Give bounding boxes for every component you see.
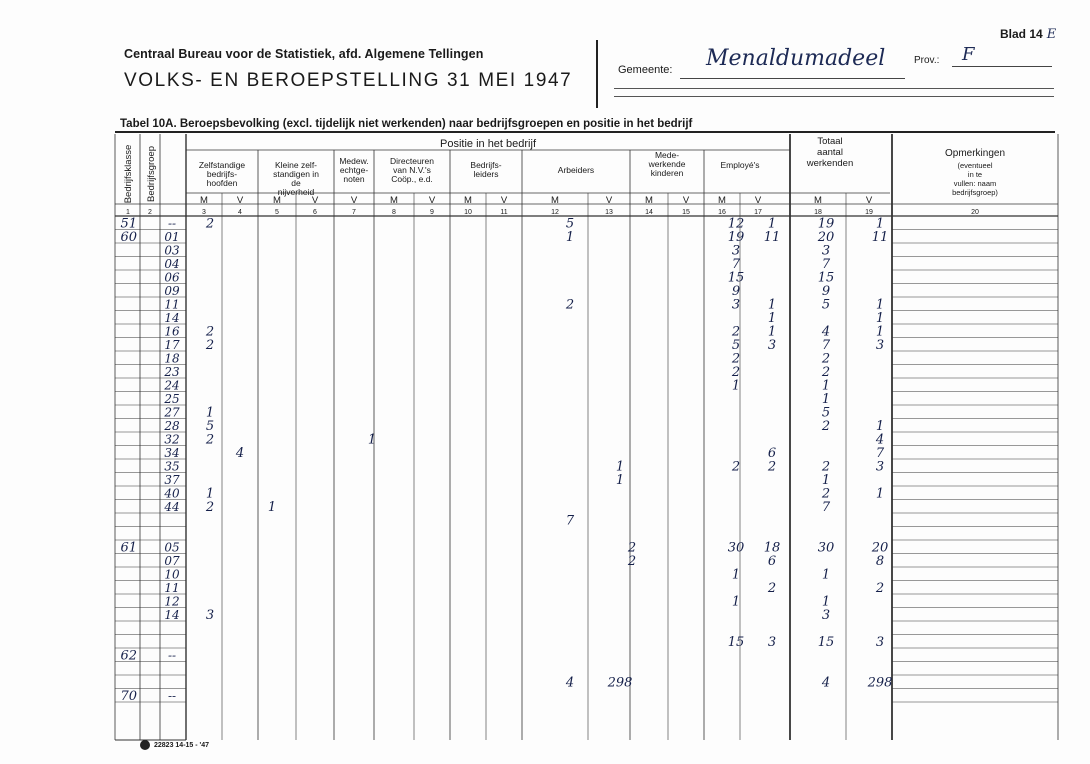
table-cell-value: 1 [267,500,277,515]
row-bedrijfsgroep: 32 [164,432,180,447]
mv-label: V [682,195,690,206]
table-cell-value: 15 [817,635,835,650]
mv-label: V [500,195,508,206]
table-cell-value: 1 [367,432,377,448]
table-cell-value: 2 [821,419,831,434]
table-cell-value: 1 [821,378,831,394]
table-cell-value: 9 [821,284,831,299]
table-cell-value: 2 [767,581,777,596]
table-cell-value: 3 [875,459,885,475]
column-number: 4 [238,209,242,216]
table-cell-value: 298 [867,675,893,691]
mv-label: M [464,195,472,206]
table-cell-value: 2 [821,351,831,367]
table-cell-value: 1 [731,594,741,610]
row-bedrijfsgroep: 17 [164,338,180,352]
table-cell-value: 7 [821,257,831,272]
table-cell-value: 1 [767,216,777,232]
row-bedrijfsgroep: 16 [164,324,180,339]
row-bedrijfsgroep: -- [167,689,177,703]
column-number: 1 [126,209,130,216]
mv-label: M [273,195,281,206]
mv-label: M [390,195,398,206]
table-cell-value: 19 [817,216,835,232]
table-cell-value: 6 [767,554,777,569]
column-number: 6 [313,209,317,216]
column-number: 17 [754,209,762,216]
table-cell-value: 2 [731,351,741,367]
table-cell-value: 15 [727,270,745,286]
mv-label: M [200,195,208,206]
row-bedrijfsgroep: 11 [164,297,180,312]
table-cell-value: 5 [821,405,831,421]
column-header: Zelfstandige bedrijfs-hoofden [198,160,246,188]
column-header: Arbeiders [557,165,595,175]
table-cell-value: 3 [731,243,741,259]
table-cell-value: 1 [875,324,885,340]
table-cell-value: 2 [205,216,215,232]
row-bedrijfsgroep: 18 [164,351,180,366]
province-label: Prov.: [914,55,940,66]
row-bedrijfsgroep: 14 [164,608,180,622]
column-header: Employé's [720,160,760,170]
table-cell-value: 4 [565,675,575,691]
printer-code [140,740,209,750]
opmerkingen-subheader: (eventueel in te vullen: naam bedrijfsgroep) [952,161,998,197]
table-cell-value: 6 [767,446,777,461]
table-cell-value: 1 [205,405,215,421]
row-bedrijfsgroep: 14 [164,311,180,325]
table-cell-value: 5 [821,297,831,313]
table-cell-value: 3 [767,635,777,650]
row-bedrijfsgroep: 28 [164,419,180,433]
table-cell-value: 2 [875,581,885,596]
table-cell-value: 2 [205,324,215,340]
row-bedrijfsgroep: 12 [164,594,180,609]
mv-label: V [605,195,613,206]
column-number: 19 [865,209,873,216]
row-bedrijfsklasse: 70 [120,689,137,704]
row-bedrijfsgroep: 09 [164,284,180,298]
table-cell-value: 2 [205,432,215,448]
table-cell-value: 1 [821,594,831,610]
table-cell-value: 1 [565,230,575,245]
column-number: 13 [605,209,613,216]
table-cell-value: 3 [767,338,777,353]
printer-logo-icon [140,740,150,750]
column-number: 7 [352,209,356,216]
table-cell-value: 1 [731,567,741,583]
table-cell-value: 11 [763,230,781,245]
row-bedrijfsgroep: 40 [164,486,180,501]
column-number: 11 [500,209,508,216]
table-cell-value: 2 [205,338,215,353]
table-cell-value: 5 [565,216,575,232]
row-bedrijfsgroep: 35 [164,459,180,474]
mv-label: V [754,195,762,206]
column-number: 10 [464,209,472,216]
table-cell-value: 1 [205,486,215,502]
gemeente-value: Menaldumadeel [706,46,886,71]
row-bedrijfsklasse: 61 [120,540,137,556]
stub-header-groep: Bedrijfsgroep [146,146,157,202]
row-bedrijfsgroep: 07 [164,554,180,568]
table-cell-value: 3 [875,635,885,650]
position-group-header: Positie in het bedrijf [440,138,536,150]
column-number: 5 [275,209,279,216]
organization-line: Centraal Bureau voor de Statistiek, afd. Algemene Tellingen [124,47,484,61]
table-cell-value: 1 [875,311,885,326]
sheet-number-handwritten: E [1046,27,1057,42]
table-cell-value: 7 [821,338,831,353]
totaal-header: Totaal aantal werkenden [806,136,854,169]
row-bedrijfsklasse: 62 [120,648,137,664]
province-value: F [962,44,975,65]
row-bedrijfsgroep: 06 [164,270,180,285]
mv-label: V [236,195,244,206]
column-header: Mede-werkende kinderen [648,150,686,178]
table-cell-value: 15 [817,270,835,286]
table-cell-value: 3 [821,608,831,623]
column-number: 9 [430,209,434,216]
row-bedrijfsgroep: 04 [164,257,180,271]
column-header: Medew. echtge-noten [339,156,369,184]
column-header: Kleine zelf-standigen in de nijverheid [273,160,319,197]
row-bedrijfsgroep: 27 [164,405,180,420]
table-caption: Tabel 10A. Beroepsbevolking (excl. tijdelijk niet werkenden) naar bedrijfsgroepen en positie in het bedrijf [120,118,693,130]
table-cell-value: 2 [821,365,831,380]
table-cell-value: 18 [763,540,781,556]
column-number: 3 [202,209,206,216]
row-bedrijfsgroep: 23 [164,365,180,379]
form-title: VOLKS- EN BEROEPSTELLING 31 MEI 1947 [124,70,573,91]
table-cell-value: 2 [767,459,777,475]
column-number: 8 [392,209,396,216]
row-bedrijfsgroep: 34 [164,446,180,460]
table-cell-value: 2 [205,500,215,515]
table-cell-value: 30 [727,540,745,556]
table-cell-value: 20 [871,540,889,556]
table-cell-value: 1 [875,297,885,313]
table-cell-value: 2 [731,459,741,475]
table-cell-value: 4 [821,675,831,691]
table-cell-value: 2 [627,554,637,569]
row-bedrijfsgroep: 05 [164,540,180,555]
table-cell-value: 2 [731,365,741,380]
table-cell-value: 1 [767,297,777,313]
table-cell-value: 3 [205,608,215,623]
mv-label: M [645,195,653,206]
mv-label: V [350,195,358,206]
mv-label: V [311,195,319,206]
table-cell-value: 1 [875,486,885,502]
table-cell-value: 4 [821,324,831,340]
table-cell-value: 1 [731,378,741,394]
table-cell-value: 4 [235,446,245,461]
column-number: 15 [682,209,690,216]
table-cell-value: 19 [727,230,745,245]
mv-label: V [428,195,436,206]
row-bedrijfsgroep: 10 [164,567,180,582]
row-bedrijfsgroep: -- [167,216,177,231]
table-cell-value: 1 [615,459,625,475]
table-cell-value: 20 [817,230,835,245]
table-cell-value: 3 [821,243,831,259]
row-bedrijfsgroep: 11 [164,581,180,595]
row-bedrijfsgroep: -- [167,648,177,663]
row-bedrijfsgroep: 03 [164,243,180,258]
table-cell-value: 4 [875,432,885,448]
stub-header-klasse: Bedrijfsklasse [123,144,134,204]
table-cell-value: 1 [767,324,777,340]
table-cell-value: 9 [731,284,741,299]
column-number: 20 [971,209,979,216]
table-cell-value: 1 [767,311,777,326]
row-bedrijfsgroep: 01 [164,230,180,244]
sheet-number-label: Blad 14 [1000,27,1043,41]
table-cell-value: 7 [731,257,741,272]
column-number: 2 [148,209,152,216]
table-cell-value: 1 [821,567,831,583]
row-bedrijfsklasse: 60 [120,230,137,245]
table-cell-value: 15 [727,635,745,650]
table-cell-value: 11 [871,230,889,245]
table-cell-value: 5 [731,338,741,353]
column-number: 16 [718,209,726,216]
mv-label: M [551,195,559,206]
table-cell-value: 2 [731,324,741,340]
table-cell-value: 7 [565,513,575,529]
column-header: Bedrijfs-leiders [470,160,502,179]
table-cell-value: 2 [821,486,831,502]
mv-label: M [814,195,822,206]
column-number: 18 [814,209,822,216]
row-bedrijfsgroep: 24 [164,378,180,393]
row-bedrijfsgroep: 44 [164,500,180,514]
table-cell-value: 5 [205,419,215,434]
table-cell-value: 7 [875,446,885,461]
mv-label: V [865,195,873,206]
table-cell-value: 1 [821,392,831,407]
printer-code-text: 22823 14-15 - '47 [154,741,209,749]
row-bedrijfsgroep: 25 [164,392,180,406]
table-cell-value: 7 [821,500,831,515]
table-cell-value: 1 [821,473,831,488]
table-cell-value: 30 [817,540,835,556]
table-cell-value: 1 [615,473,625,488]
gemeente-label: Gemeente: [618,64,673,76]
mv-label: M [718,195,726,206]
table-cell-value: 298 [607,675,633,691]
column-number: 14 [645,209,653,216]
table-cell-value: 1 [875,419,885,434]
table-cell-value: 2 [627,540,637,556]
table-cell-value: 2 [821,459,831,475]
opmerkingen-header: Opmerkingen [944,148,1006,159]
row-bedrijfsklasse: 51 [120,216,137,232]
table-cell-value: 3 [731,297,741,313]
table-cell-value: 8 [875,554,885,569]
column-header: Directeuren van N.V.'s Coöp., e.d. [390,156,434,184]
table-cell-value: 3 [875,338,885,353]
row-bedrijfsgroep: 37 [164,473,180,487]
table-cell-value: 1 [875,216,885,232]
column-number: 12 [551,209,559,216]
table-cell-value: 2 [565,297,575,313]
table-cell-value: 12 [727,216,745,232]
